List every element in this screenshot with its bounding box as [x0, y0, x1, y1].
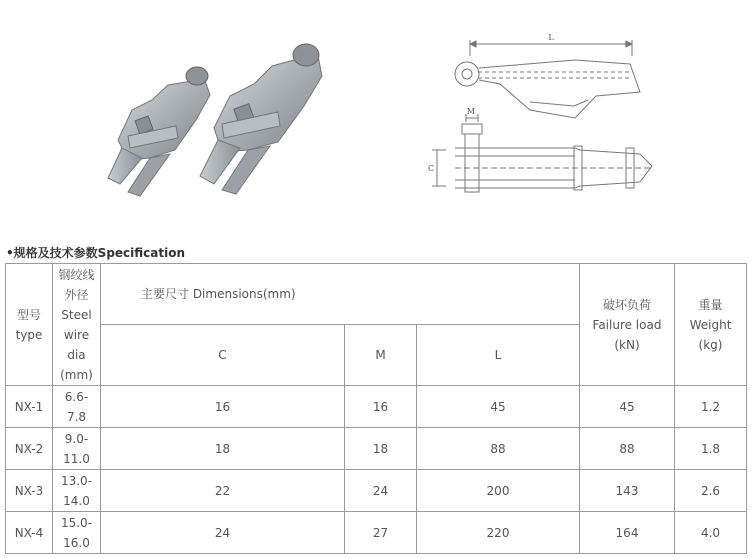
cell-type: NX-1: [6, 386, 53, 428]
wedge-clamp-small-photo: [108, 67, 210, 196]
cell-m: 16: [345, 386, 417, 428]
cell-dia: 9.0- 11.0: [53, 428, 101, 470]
table-row: [6, 386, 747, 428]
header-dimensions: 主要尺寸 Dimensions(mm): [101, 264, 580, 325]
cell-type: NX-2: [6, 428, 53, 470]
header-m: M: [345, 325, 417, 386]
cell-type: NX-4: [6, 512, 53, 554]
cell-l: 200: [417, 470, 580, 512]
header-weight: 重量 Weight (kg): [675, 264, 747, 386]
table-row: [6, 428, 747, 470]
cell-weight: 4.0: [675, 512, 747, 554]
cell-l: 45: [417, 386, 580, 428]
cell-weight: 1.8: [675, 428, 747, 470]
cell-m: 24: [345, 470, 417, 512]
cell-c: 18: [101, 428, 345, 470]
header-steel-wire-dia: 钢绞线 外径 Steel wire dia (mm): [53, 264, 101, 386]
cell-weight: 1.2: [675, 386, 747, 428]
cell-failure: 164: [580, 512, 675, 554]
header-l: L: [417, 325, 580, 386]
cell-l: 220: [417, 512, 580, 554]
cell-weight: 2.6: [675, 470, 747, 512]
cell-failure: 45: [580, 386, 675, 428]
header-failure-load: 破坏负荷 Failure load (kN): [580, 264, 675, 386]
cell-c: 24: [101, 512, 345, 554]
cell-failure: 88: [580, 428, 675, 470]
drawing-label-width: C: [427, 164, 435, 173]
header-c: C: [101, 325, 345, 386]
cell-dia: 13.0- 14.0: [53, 470, 101, 512]
header-type: 型号 type: [6, 264, 53, 386]
drawing-label-bolt: M: [466, 107, 476, 116]
product-illustration: [0, 0, 754, 240]
wedge-clamp-large-photo: [200, 44, 322, 194]
table-row: [6, 512, 747, 554]
section-title: •规格及技术参数Specification: [6, 246, 186, 260]
table-row: [6, 470, 747, 512]
cell-type: NX-3: [6, 470, 53, 512]
specification-table: [5, 263, 747, 554]
cell-m: 18: [345, 428, 417, 470]
cell-dia: 6.6- 7.8: [53, 386, 101, 428]
cell-m: 27: [345, 512, 417, 554]
cell-failure: 143: [580, 470, 675, 512]
cell-dia: 15.0- 16.0: [53, 512, 101, 554]
technical-drawing: [432, 40, 652, 192]
cell-c: 22: [101, 470, 345, 512]
drawing-label-length: L: [548, 33, 554, 42]
cell-l: 88: [417, 428, 580, 470]
cell-c: 16: [101, 386, 345, 428]
header-row: [6, 264, 747, 325]
